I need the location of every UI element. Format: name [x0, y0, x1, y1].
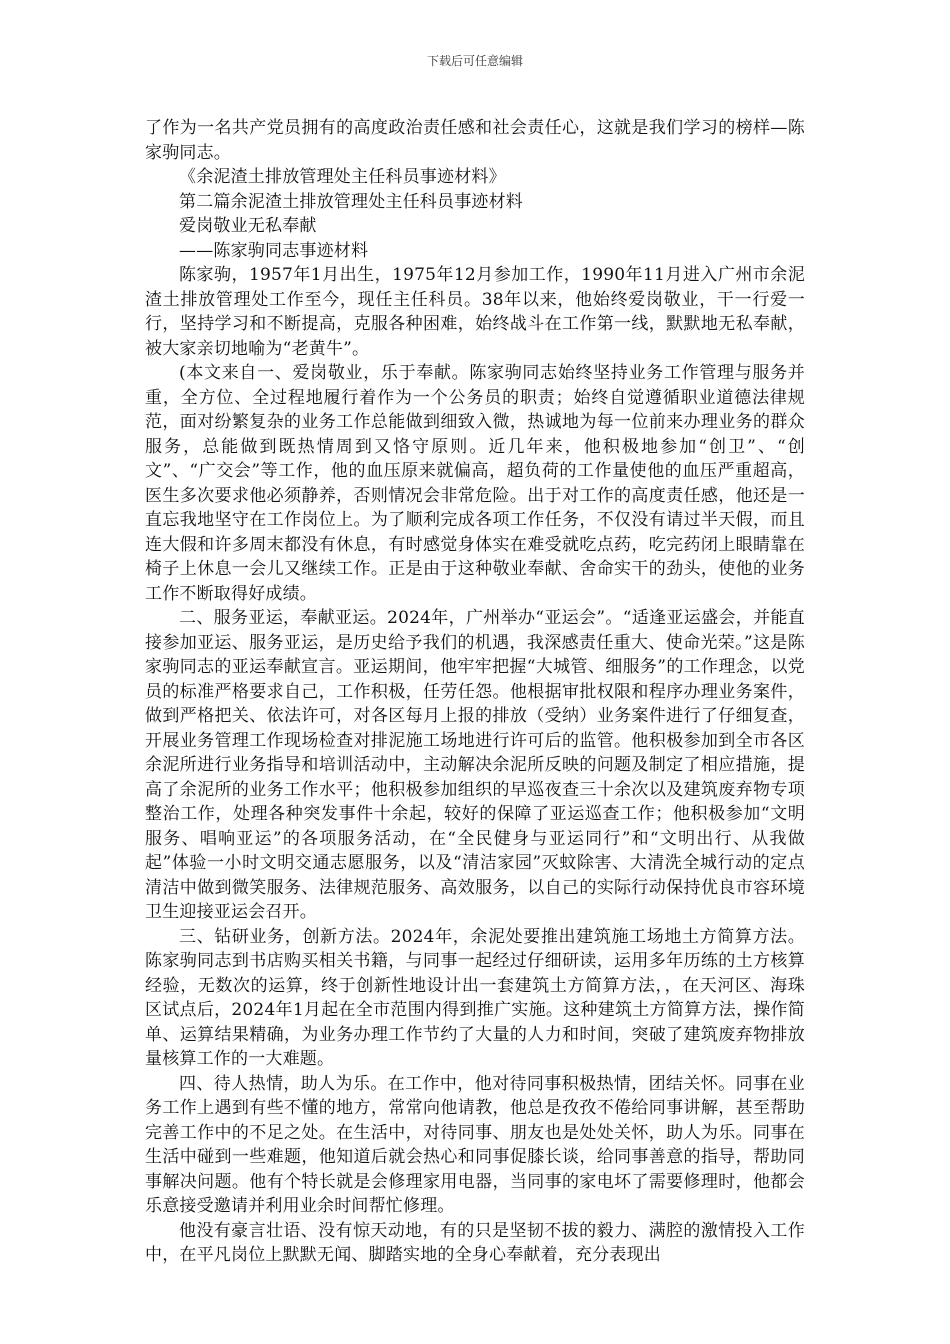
paragraph-continuation: 了作为一名共产党员拥有的高度政治责任感和社会责任心，这就是我们学习的榜样—陈家驹同志。	[145, 118, 805, 163]
page-header: 下载后可任意编辑	[426, 54, 523, 68]
section-heading: 爱岗敬业无私奉献	[179, 216, 317, 236]
paragraph-dedication: (本文来自一、爱岗敬业，乐于奉献。陈家驹同志始终坚持业务工作管理与服务并重，全方位、全过程地履行着作为一个公务员的职责；始终自觉遵循职业道德法律规范，面对纷繁复杂的业务工作总能做到细致入微，热诚地为每一位前来办理业务的群众服务，总能做到既热情周到又恪守原则。近几年来，他积极地参加“创卫”、“创文”、“广交会”等工作，他的血压原来就偏高，超负荷的工作量使他的血压严重超高，医生多次要求他必须静养，否则情况会非常危险。出于对工作的高度责任感，他还是一直忘我地坚守在工作岗位上。为了顺利完成各项工作任务，不仅没有请过半天假，而且连大假和许多周末都没有休息，有时感觉身体实在难受就吃点药，吃完药闭上眼睛靠在椅子上休息一会儿又继续工作。正是由于这种敬业奉献、舍命实干的劲头，使他的业务工作不断取得好成绩。	[145, 363, 805, 604]
paragraph-intro: 陈家驹，1957年1月出生，1975年12月参加工作，1990年11月进入广州市余泥渣土排放管理处工作至今，现任主任科员。38年以来，他始终爱岗敬业，干一行爱一行，坚持学习和不断提高，克服各种困难，始终战斗在工作第一线，默默地无私奉献，被大家亲切地喻为“老黄牛”。	[145, 265, 805, 359]
paragraph-helpfulness: 四、待人热情，助人为乐。在工作中，他对待同事积极热情，团结关怀。同事在业务工作上遇到有些不懂的地方，常常向他请教，他总是孜孜不倦给同事讲解，甚至帮助完善工作中的不足之处。在生活中，对待同事、朋友也是处处关怀，助人为乐。同事在生活中碰到一些难题，他知道后就会热心和同事促膝长谈，给同事善意的指导，帮助同事解决问题。他有个特长就是会修理家用电器，当同事的家电坏了需要修理时，他都会乐意接受邀请并利用业余时间帮忙修理。	[145, 1073, 805, 1216]
section-subheading: ——陈家驹同志事迹材料	[179, 240, 369, 261]
paragraph-asian-games: 二、服务亚运，奉献亚运。2024年，广州举办“亚运会”。“适逢亚运盛会，并能直接参加亚运、服务亚运，是历史给予我们的机遇，我深感责任重大、使命光荣。”这是陈家驹同志的亚运奉献宣言。亚运期间，他牢牢把握“大城管、细服务”的工作理念，以党员的标准严格要求自己，工作积极，任劳任怨。他根据审批权限和程序办理业务案件，做到严格把关、依法许可，对各区每月上报的排放（受纳）业务案件进行了仔细复查，开展业务管理工作现场检查对排泥施工场地进行许可后的监管。他积极参加到全市各区余泥所进行业务指导和培训活动中，主动解决余泥所反映的问题及制定了相应措施，提高了余泥所的业务工作水平；他积极参加组织的早巡夜查三十余次以及建筑废弃物专项整治工作，处理各种突发事件十余起，较好的保障了亚运巡查工作；他积极参加“文明服务、唱响亚运”的各项服务活动，在“全民健身与亚运同行”和“文明出行、从我做起”体验一小时文明交通志愿服务，以及“清洁家园”灭蚊除害、大清洗全城行动的定点清洁中做到微笑服务、法律规范服务、高效服务，以自己的实际行动保持优良市容环境卫生迎接亚运会召开。	[145, 608, 805, 922]
paragraph-closing: 他没有豪言壮语、没有惊天动地，有的只是坚韧不拔的毅力、满腔的激情投入工作中，在平凡岗位上默默无闻、脚踏实地的全身心奉献着，充分表现出	[145, 1220, 805, 1265]
document-title-quote: 《余泥渣土排放管理处主任科员事迹材料》	[179, 167, 506, 187]
chapter-title: 第二篇余泥渣土排放管理处主任科员事迹材料	[179, 191, 523, 212]
document-body	[145, 116, 805, 1268]
paragraph-innovation: 三、钻研业务，创新方法。2024年，余泥处要推出建筑施工场地土方简算方法。陈家驹同志到书店购买相关书籍，与同事一起经过仔细研读，运用多年历练的土方核算经验，无数次的运算，终于创新性地设计出一套建筑土方简算方法，，在天河区、海珠区试点后，2024年1月起在全市范围内得到推广实施。这种建筑土方简算方法，操作简单、运算结果精确，为业务办理工作节约了大量的人力和时间，突破了建筑废弃物排放量核算工作的一大难题。	[145, 926, 805, 1069]
